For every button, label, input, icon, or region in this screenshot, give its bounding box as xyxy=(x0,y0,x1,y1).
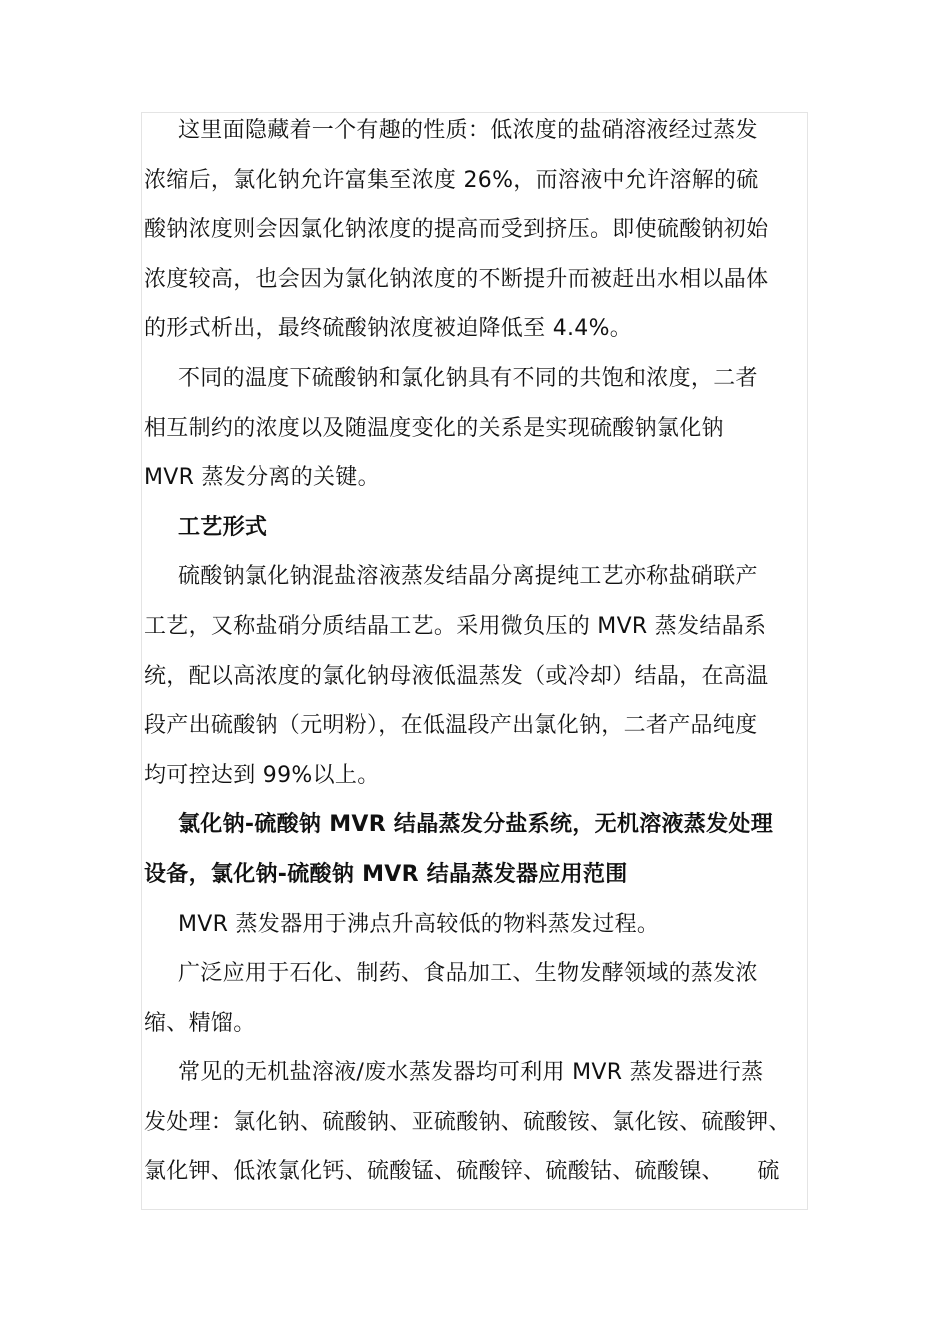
text-line: 段产出硫酸钠（元明粉），在低温段产出氯化钠，二者产品纯度 xyxy=(144,713,758,739)
text-line: 浓缩后，氯化钠允许富集至浓度 26%，而溶液中允许溶解的硫 xyxy=(144,167,759,193)
paragraph-salt-property xyxy=(144,106,844,354)
text-line: 工艺，又称盐硝分质结晶工艺。采用微负压的 MVR 蒸发结晶系 xyxy=(144,613,767,639)
text-line: 广泛应用于石化、制药、食品加工、生物发酵领域的蒸发浓 xyxy=(178,961,758,987)
heading-process-form xyxy=(144,503,844,553)
heading-application-scope xyxy=(144,800,844,899)
text-line: 的形式析出，最终硫酸钠浓度被迫降低至 4.4%。 xyxy=(144,316,633,342)
paragraph-inorganic-salts xyxy=(144,1048,844,1197)
text-line: 浓度较高，也会因为氯化钠浓度的不断提升而被赶出水相以晶体 xyxy=(144,266,769,292)
text-line: MVR 蒸发分离的关键。 xyxy=(144,465,380,491)
document-body xyxy=(144,106,844,1197)
text-line: 硫酸钠氯化钠混盐溶液蒸发结晶分离提纯工艺亦称盐硝联产 xyxy=(178,564,758,590)
paragraph-co-saturation xyxy=(144,354,844,503)
paragraph-mvr-usage xyxy=(144,900,844,950)
heading-line: 氯化钠-硫酸钠 MVR 结晶蒸发分盐系统，无机溶液蒸发处理 xyxy=(178,812,774,838)
text-line: 发处理：氯化钠、硫酸钠、亚硫酸钠、硫酸铵、氯化铵、硫酸钾、 xyxy=(144,1109,791,1135)
paragraph-industries xyxy=(144,949,844,1048)
heading-line: 工艺形式 xyxy=(178,514,268,540)
text-line: 酸钠浓度则会因氯化钠浓度的提高而受到挤压。即使硫酸钠初始 xyxy=(144,217,769,243)
text-line: 这里面隐藏着一个有趣的性质：低浓度的盐硝溶液经过蒸发 xyxy=(178,118,758,143)
text-line: 均可控达到 99%以上。 xyxy=(144,762,380,788)
heading-line: 设备，氯化钠-硫酸钠 MVR 结晶蒸发器应用范围 xyxy=(144,861,628,887)
text-line: 缩、精馏。 xyxy=(144,1010,256,1036)
text-line: 常见的无机盐溶液/废水蒸发器均可利用 MVR 蒸发器进行蒸 xyxy=(178,1060,764,1086)
text-line: MVR 蒸发器用于沸点升高较低的物料蒸发过程。 xyxy=(178,911,660,937)
text-line: 相互制约的浓度以及随温度变化的关系是实现硫酸钠氯化钠 xyxy=(144,415,724,441)
paragraph-process-description xyxy=(144,552,844,800)
text-line: 统，配以高浓度的氯化钠母液低温蒸发（或冷却）结晶，在高温 xyxy=(144,663,769,689)
text-line: 氯化钾、低浓氯化钙、硫酸锰、硫酸锌、硫酸钴、硫酸镍、 硫 xyxy=(144,1159,780,1185)
text-line: 不同的温度下硫酸钠和氯化钠具有不同的共饱和浓度，二者 xyxy=(178,365,758,391)
